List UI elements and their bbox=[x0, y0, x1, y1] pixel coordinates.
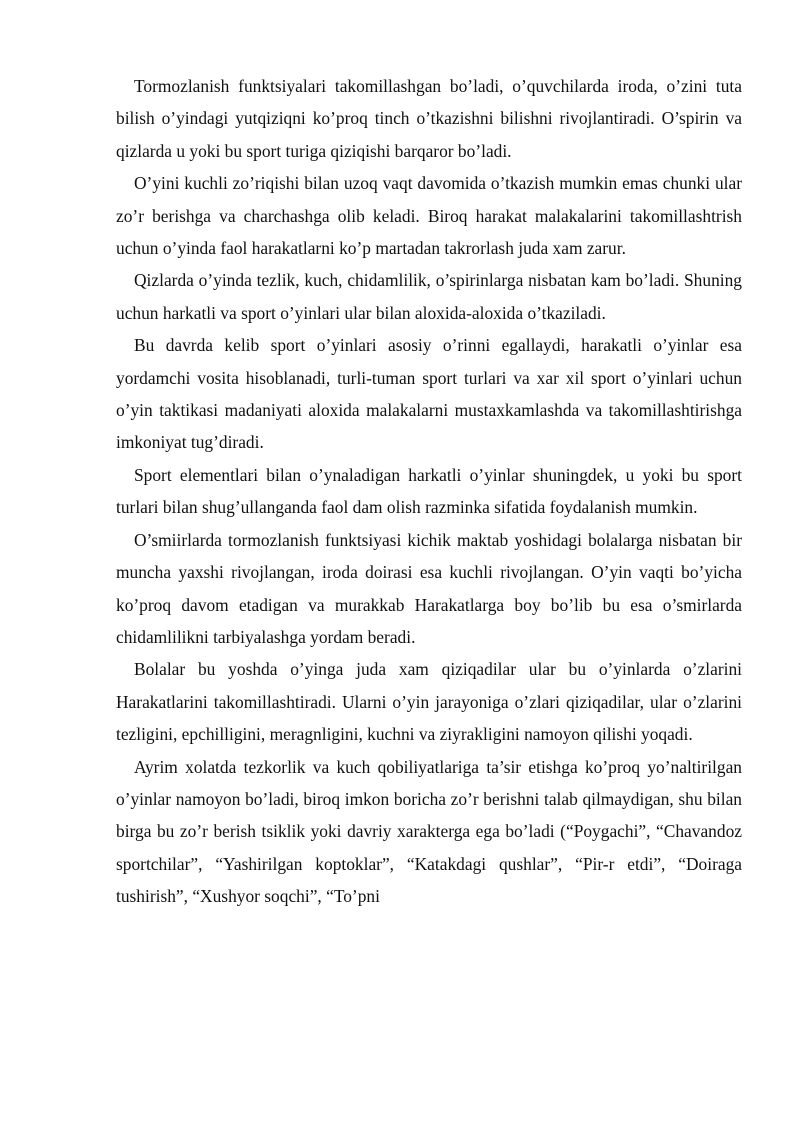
paragraph-8: Ayrim xolatda tezkorlik va kuch qobiliyatlariga ta’sir etishga ko’proq yo’naltirilgan o’yinlar namoyon bo’ladi, biroq imkon boricha zo’r berishni talab qilmaydigan, shu bilan birga bu zo’r berish tsiklik yoki davriy xarakterga ega bo’ladi (“Poygachi”, “Chavandoz sportchilar”, “Yashirilgan koptoklar”, “Katakdagi qushlar”, “Pir-r etdi”, “Doiraga tushirish”, “Xushyor soqchi”, “To’pni bbox=[116, 756, 742, 907]
paragraph-3: Qizlarda o’yinda tezlik, kuch, chidamlilik, o’spirinlarga nisbatan kam bo’ladi. Shuning uchun harkatli va sport o’yinlari ular bilan aloxida-aloxida o’tkaziladi. bbox=[116, 270, 742, 323]
document-page bbox=[116, 70, 742, 913]
paragraph-1: Tormozlanish funktsiyalari takomillashgan bo’ladi, o’quvchilarda iroda, o’zini tuta bilish o’yindagi yutqiziqni ko’proq tinch o’tkazishni bilishni rivojlantiradi. O’spirin va qizlarda u yoki bu sport turiga qiziqishi barqaror bo’ladi. bbox=[116, 76, 742, 161]
paragraph-7: Bolalar bu yoshda o’yinga juda xam qiziqadilar ular bu o’yinlarda o’zlarini Harakatlarini takomillashtiradi. Ularni o’yin jarayoniga o’zlari qiziqadilar, ular o’zlarini tezligini, epchilligini, meragnligini, kuchni va ziyrakligini namoyon qilishi yoqadi. bbox=[116, 659, 742, 745]
paragraph-4: Bu davrda kelib sport o’yinlari asosiy o’rinni egallaydi, harakatli o’yinlar esa yordamchi vosita hisoblanadi, turli-tuman sport turlari va xar xil sport o’yinlari uchun o’yin taktikasi madaniyati aloxida malakalarni mustaxkamlashda va takomillashtirishga imkoniyat tug’diradi. bbox=[116, 335, 742, 453]
paragraph-2: O’yini kuchli zo’riqishi bilan uzoq vaqt davomida o’tkazish mumkin emas chunki ular zo’r berishga va charchashga olib keladi. Biroq harakat malakalarini takomillashtrish uchun o’yinda faol harakatlarni ko’p martadan takrorlash juda xam zarur. bbox=[116, 173, 742, 259]
paragraph-6: O’smiirlarda tormozlanish funktsiyasi kichik maktab yoshidagi bolalarga nisbatan bir muncha yaxshi rivojlangan, iroda doirasi esa kuchli rivojlangan. O’yin vaqti bo’yicha ko’proq davom etadigan va murakkab Harakatlarga boy bo’lib bu esa o’smirlarda chidamlilikni tarbiyalashga yordam beradi. bbox=[116, 529, 742, 647]
paragraph-5: Sport elementlari bilan o’ynaladigan harkatli o’yinlar shuningdek, u yoki bu sport turlari bilan shug’ullanganda faol dam olish razminka sifatida foydalanish mumkin. bbox=[116, 464, 742, 518]
